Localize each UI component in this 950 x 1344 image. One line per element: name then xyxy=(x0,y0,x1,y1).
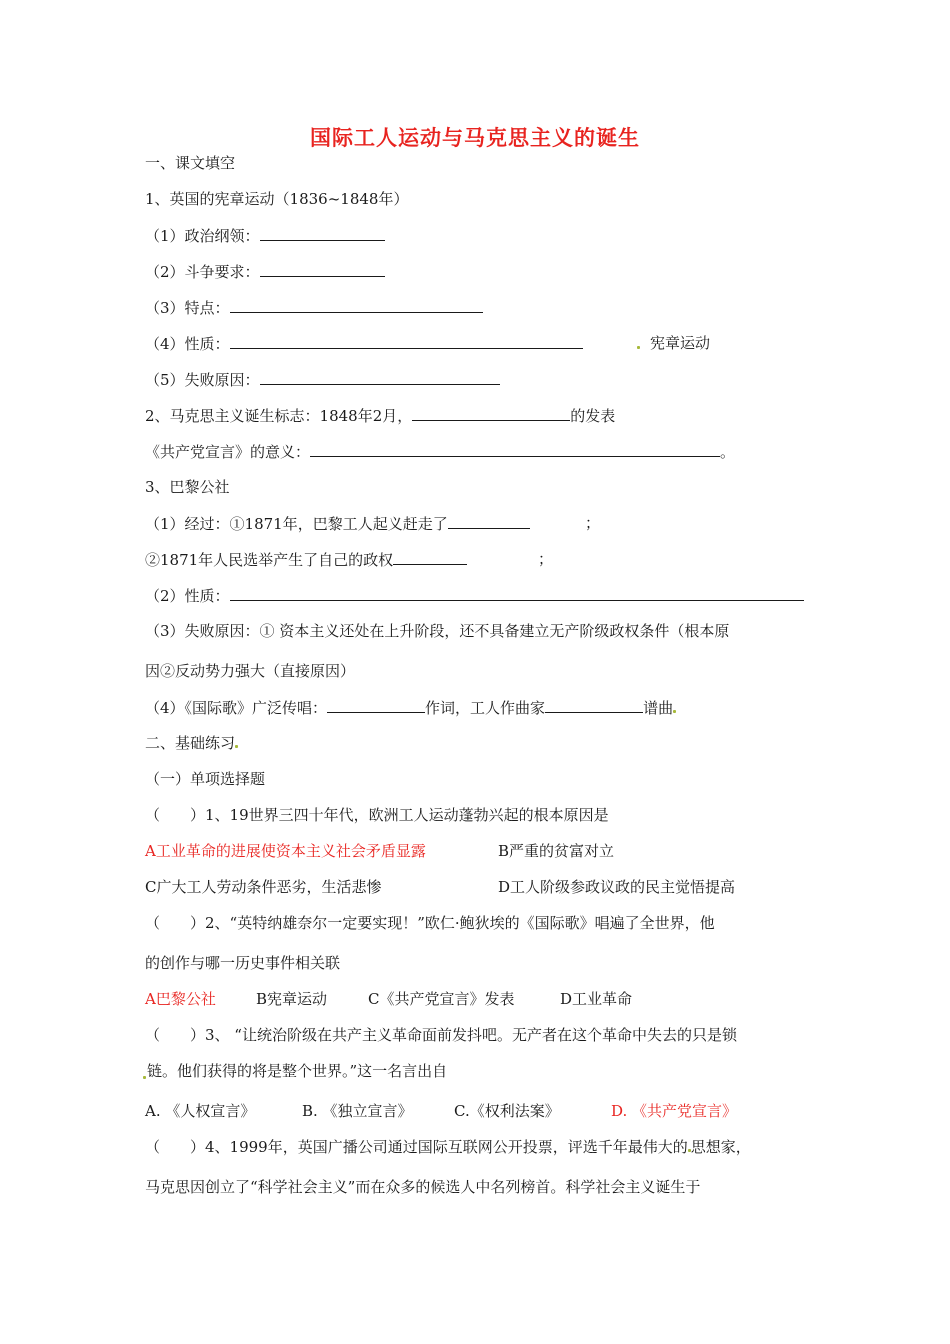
mc-q4-stem-1b: 思想家， xyxy=(690,1138,751,1156)
q1-item-1-label: （1）政治纲领： xyxy=(145,227,260,245)
q3-line-1-text: （1）经过：①1871年，巴黎工人起义赶走了 xyxy=(145,515,448,533)
q3-line-3-blank xyxy=(230,585,804,601)
q3-line-2 xyxy=(145,549,467,570)
q3-line-6-c: 谱曲 xyxy=(643,699,674,717)
q2-line-1-prefix: 2、马克思主义诞生标志：1848年2月， xyxy=(145,407,413,425)
q3-line-2-text: ②1871年人民选举产生了自己的政权 xyxy=(145,551,394,569)
q2-line-2-prefix: 《共产党宣言》的意义： xyxy=(145,443,311,461)
q3-line-2-blank xyxy=(393,549,467,565)
q1-item-5-label: （5）失败原因： xyxy=(145,371,260,389)
q3-line-6-blank-2 xyxy=(545,697,643,713)
q3-line-5: 因②反动势力强大（直接原因） xyxy=(145,662,356,680)
q1-item-5 xyxy=(145,369,500,390)
q3-line-3 xyxy=(145,585,804,606)
q3-line-2-end: ； xyxy=(538,550,554,568)
mc-q3-option-a: A. 《人权宣言》 xyxy=(145,1102,256,1120)
section1-heading: 一、课文填空 xyxy=(145,154,236,172)
section2-heading xyxy=(145,733,238,753)
q1-item-1 xyxy=(145,225,385,246)
q2-line-2 xyxy=(145,441,735,462)
q1-item-3 xyxy=(145,297,483,318)
q3-line-3-text: （2）性质： xyxy=(145,587,230,605)
mc-q4-stem-1 xyxy=(145,1137,751,1157)
q1-item-4-tail: 宪章运动 xyxy=(650,334,711,352)
mc-q3-option-d: D. 《共产党宣言》 xyxy=(611,1102,738,1120)
q3-line-1-blank xyxy=(448,513,530,529)
q3-heading: 3、巴黎公社 xyxy=(145,478,230,496)
mc-q3-option-c: C.《权利法案》 xyxy=(454,1102,560,1120)
mc-q1-option-b: B严重的贫富对立 xyxy=(498,842,615,860)
q3-line-6 xyxy=(145,697,676,718)
mc-q1-option-c: C广大工人劳动条件恶劣，生活悲惨 xyxy=(145,878,382,896)
q1-item-2-blank xyxy=(260,261,385,277)
mc-q1-option-d: D工人阶级参政议政的民主觉悟提高 xyxy=(498,878,736,896)
q1-heading: 1、英国的宪章运动（1836~1848年） xyxy=(145,190,409,208)
q1-item-4 xyxy=(145,333,583,354)
q3-line-6-blank-1 xyxy=(327,697,425,713)
q1-item-4-label: （4）性质： xyxy=(145,335,230,353)
q2-line-2-blank xyxy=(310,441,720,457)
mc-q3-option-b: B. 《独立宣言》 xyxy=(302,1102,413,1120)
mc-q2-option-a: A巴黎公社 xyxy=(145,990,216,1008)
mc-q1-stem: （ ）1、19世界三四十年代，欧洲工人运动蓬勃兴起的根本原因是 xyxy=(145,806,609,824)
section2-subheading: （一）单项选择题 xyxy=(145,770,266,788)
mc-q2-stem-2: 的创作与哪一历史事件相关联 xyxy=(145,954,341,972)
q2-line-1 xyxy=(145,405,615,426)
mc-q3-stem-1: （ ）3、 “让统治阶级在共产主义革命面前发抖吧。无产者在这个革命中失去的只是锁 xyxy=(145,1026,737,1044)
q3-line-6-b: 作词，工人作曲家 xyxy=(425,699,546,717)
q1-item-2 xyxy=(145,261,385,282)
green-marker-icon xyxy=(637,346,640,349)
q1-item-3-blank xyxy=(230,297,483,313)
mc-q3-stem-2: 链。他们获得的将是整个世界。”这一名言出自 xyxy=(147,1062,448,1080)
q1-item-3-label: （3）特点： xyxy=(145,299,230,317)
q3-line-6-a: （4）《国际歌》广泛传唱： xyxy=(145,699,328,717)
page-title: 国际工人运动与马克思主义的诞生 xyxy=(310,126,640,150)
q3-line-4: （3）失败原因：① 资本主义还处在上升阶段，还不具备建立无产阶级政权条件（根本原 xyxy=(145,622,730,640)
mc-q4-stem-1a: （ ）4、1999年，英国广播公司通过国际互联网公开投票，评选千年最伟大的 xyxy=(145,1138,688,1156)
q2-line-1-blank xyxy=(412,405,570,421)
mc-q2-option-c: C《共产党宣言》发表 xyxy=(368,990,515,1008)
q1-item-1-blank xyxy=(260,225,385,241)
mc-q2-option-b: B宪章运动 xyxy=(256,990,328,1008)
q1-item-4-blank xyxy=(230,333,583,349)
q2-line-1-suffix: 的发表 xyxy=(570,407,616,425)
section2-heading-text: 二、基础练习 xyxy=(145,734,236,752)
q3-line-1-end: ； xyxy=(585,514,601,532)
green-marker-icon xyxy=(673,710,676,713)
q2-line-2-suffix: 。 xyxy=(720,443,736,461)
mc-q1-option-a: A工业革命的进展使资本主义社会矛盾显露 xyxy=(145,842,426,860)
q1-item-5-blank xyxy=(260,369,500,385)
green-marker-icon xyxy=(235,745,238,748)
mc-q4-stem-2: 马克思因创立了“科学社会主义”而在众多的候选人中名列榜首。科学社会主义诞生于 xyxy=(145,1178,701,1196)
green-marker-icon xyxy=(143,1076,146,1079)
q1-item-2-label: （2）斗争要求： xyxy=(145,263,260,281)
q3-line-1 xyxy=(145,513,530,534)
mc-q2-stem-1: （ ）2、“英特纳雄奈尔一定要实现！”欧仁·鲍狄埃的《国际歌》唱遍了全世界，他 xyxy=(145,914,715,932)
mc-q2-option-d: D工业革命 xyxy=(560,990,633,1008)
